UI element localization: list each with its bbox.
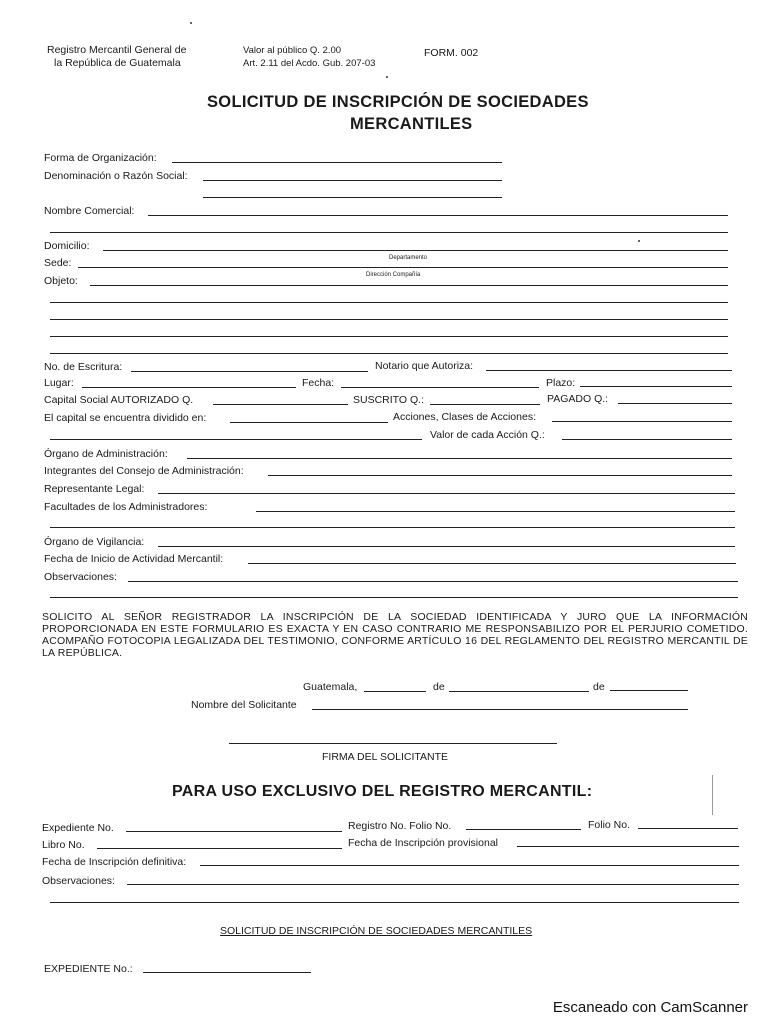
field-nombre-solicitante[interactable]	[312, 709, 688, 710]
field-firma-solicitante[interactable]	[229, 743, 557, 744]
field-pagado[interactable]	[618, 403, 732, 404]
field-nombre-comercial[interactable]	[148, 215, 728, 216]
field-mes[interactable]	[449, 691, 589, 692]
field-objeto-4[interactable]	[50, 336, 728, 337]
field-fecha-provisional[interactable]	[517, 846, 739, 847]
field-domicilio[interactable]	[103, 250, 728, 251]
label-acciones-clases: Acciones, Clases de Acciones:	[393, 411, 536, 423]
registry-name-line1: Registro Mercantil General de	[47, 44, 187, 56]
label-capital-autorizado: Capital Social AUTORIZADO Q.	[44, 394, 194, 406]
field-denominacion-cont[interactable]	[203, 197, 502, 198]
field-observaciones-registro-cont[interactable]	[50, 902, 739, 903]
scan-speck	[190, 22, 192, 24]
field-plazo[interactable]	[580, 386, 732, 387]
price-line1: Valor al público Q. 2.00	[243, 45, 342, 56]
label-no-escritura: No. de Escritura:	[44, 361, 123, 373]
label-domicilio: Domicilio:	[44, 240, 90, 252]
field-organo-vigilancia[interactable]	[158, 546, 735, 547]
field-fecha-inicio[interactable]	[248, 563, 736, 564]
label-denominacion: Denominación o Razón Social:	[44, 170, 188, 182]
scan-speck	[638, 240, 640, 242]
field-fecha[interactable]	[341, 387, 539, 388]
registry-use-heading: PARA USO EXCLUSIVO DEL REGISTRO MERCANTIL:	[172, 783, 593, 800]
field-folio[interactable]	[638, 828, 738, 829]
field-dia[interactable]	[364, 691, 426, 692]
field-organo-administracion[interactable]	[187, 458, 732, 459]
camscanner-watermark: Escaneado con CamScanner	[552, 999, 748, 1016]
field-facultades[interactable]	[256, 511, 735, 512]
label-direccion-compania: Dirección Compañía	[366, 272, 421, 278]
label-de-2: de	[593, 681, 605, 693]
field-stub-expediente[interactable]	[143, 972, 311, 973]
label-folio: Folio No.	[588, 819, 631, 831]
form-number: FORM. 002	[424, 47, 479, 59]
field-notario[interactable]	[486, 370, 732, 371]
field-representante-legal[interactable]	[158, 493, 735, 494]
label-fecha: Fecha:	[302, 377, 335, 389]
field-valor-accion[interactable]	[562, 439, 732, 440]
label-observaciones-registro: Observaciones:	[42, 875, 115, 887]
label-libro: Libro No.	[42, 839, 85, 851]
label-fecha-inicio: Fecha de Inicio de Actividad Mercantil:	[44, 553, 224, 565]
label-notario: Notario que Autoriza:	[375, 360, 474, 372]
scan-mark	[712, 775, 714, 815]
field-objeto[interactable]	[90, 285, 728, 286]
label-capital-dividido: El capital se encuentra dividido en:	[44, 412, 207, 424]
label-pagado: PAGADO Q.:	[547, 393, 609, 405]
label-objeto: Objeto:	[44, 275, 78, 287]
scan-speck	[386, 76, 388, 78]
field-suscrito[interactable]	[430, 404, 540, 405]
form-title-line1: SOLICITUD DE INSCRIPCIÓN DE SOCIEDADES	[207, 93, 589, 111]
field-observaciones-cont[interactable]	[50, 597, 738, 598]
field-acciones-cont[interactable]	[50, 439, 422, 440]
label-valor-accion: Valor de cada Acción Q.:	[430, 429, 545, 441]
label-departamento: Departamento	[389, 255, 428, 261]
field-registro-folio[interactable]	[466, 829, 581, 830]
form-title-line2: MERCANTILES	[350, 115, 473, 133]
label-observaciones: Observaciones:	[44, 571, 117, 583]
label-organo-vigilancia: Órgano de Vigilancia:	[44, 536, 145, 548]
field-facultades-cont[interactable]	[50, 527, 735, 528]
field-acciones-clases[interactable]	[552, 421, 732, 422]
field-fecha-definitiva[interactable]	[200, 865, 739, 866]
label-nombre-solicitante: Nombre del Solicitante	[191, 699, 297, 711]
field-capital-autorizado[interactable]	[213, 404, 348, 405]
label-nombre-comercial: Nombre Comercial:	[44, 205, 135, 217]
field-objeto-5[interactable]	[50, 353, 728, 354]
field-objeto-2[interactable]	[50, 302, 728, 303]
label-expediente: Expediente No.	[42, 822, 114, 834]
price-line2: Art. 2.11 del Acdo. Gub. 207-03	[243, 58, 376, 69]
field-objeto-3[interactable]	[50, 319, 728, 320]
declaration-text: SOLICITO AL SEÑOR REGISTRADOR LA INSCRIPCIÓN DE LA SOCIEDAD IDENTIFICADA Y JURO QUE LA INFORMACIÓN PROPORCIONADA EN ESTE FORMULARIO ES EXACTA Y EN CASO CONTRARIO ME RESPONSABILIZO POR EL PERJURIO COMETIDO. ACOMPAÑO FOTOCOPIA LEGALIZADA DEL TESTIMONIO, CONFORME ARTÍCULO 16 DEL REGLAMENTO DEL REGISTRO MERCANTIL DE LA REPÚBLICA.	[42, 611, 748, 659]
field-capital-dividido[interactable]	[230, 422, 388, 423]
field-nombre-comercial-cont[interactable]	[50, 232, 728, 233]
label-forma-organizacion: Forma de Organización:	[44, 152, 157, 164]
field-anio[interactable]	[610, 690, 688, 691]
field-forma-organizacion[interactable]	[172, 162, 502, 163]
label-facultades: Facultades de los Administradores:	[44, 501, 208, 513]
label-plazo: Plazo:	[546, 377, 576, 389]
label-firma-solicitante: FIRMA DEL SOLICITANTE	[322, 751, 449, 763]
label-de-1: de	[433, 681, 445, 693]
field-observaciones[interactable]	[128, 581, 738, 582]
field-lugar[interactable]	[82, 387, 296, 388]
field-integrantes-consejo[interactable]	[268, 475, 732, 476]
field-libro[interactable]	[97, 848, 342, 849]
label-guatemala: Guatemala,	[303, 681, 358, 693]
field-observaciones-registro[interactable]	[127, 884, 739, 885]
label-suscrito: SUSCRITO Q.:	[353, 394, 424, 406]
label-lugar: Lugar:	[44, 377, 74, 389]
registry-name-line2: la República de Guatemala	[54, 57, 181, 69]
label-sede: Sede:	[44, 257, 72, 269]
label-integrantes-consejo: Integrantes del Consejo de Administración:	[44, 465, 244, 477]
field-expediente[interactable]	[126, 831, 342, 832]
field-sede[interactable]	[78, 267, 728, 268]
label-fecha-provisional: Fecha de Inscripción provisional	[348, 837, 498, 849]
field-no-escritura[interactable]	[131, 371, 368, 372]
label-organo-administracion: Órgano de Administración:	[44, 448, 168, 460]
stub-title: SOLICITUD DE INSCRIPCIÓN DE SOCIEDADES MERCANTILES	[220, 925, 533, 937]
label-representante-legal: Representante Legal:	[44, 483, 145, 495]
label-fecha-definitiva: Fecha de Inscripción definitiva:	[42, 856, 187, 868]
label-stub-expediente: EXPEDIENTE No.:	[44, 963, 133, 975]
field-denominacion[interactable]	[203, 180, 502, 181]
label-registro-folio: Registro No. Folio No.	[348, 820, 452, 832]
